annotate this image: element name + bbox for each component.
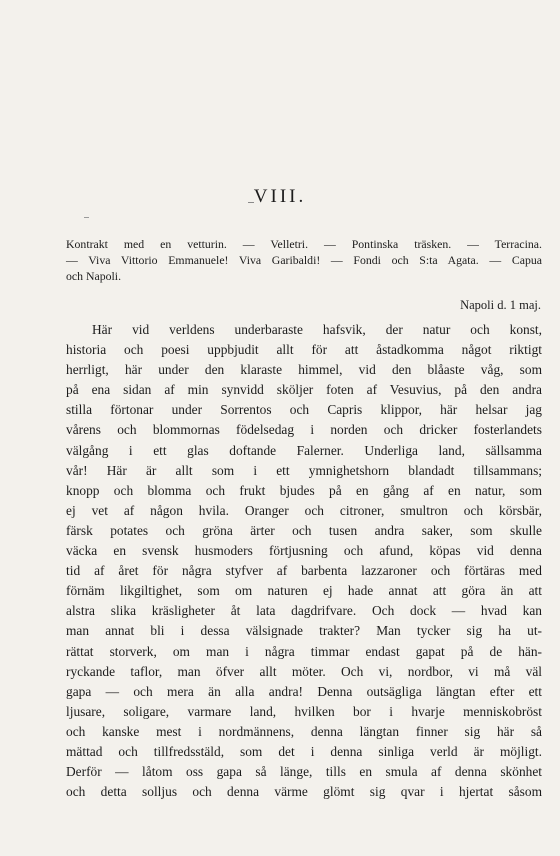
- body-line: gapa — och mera än alla andra! Denna outsägliga längtan efter ett: [66, 683, 542, 699]
- body-line: knopp och blomma och frukt bjudes på en gång af en natur, som: [66, 482, 542, 498]
- body-line: ej vet af någon hvila. Oranger och citroner, smultron och körsbär,: [66, 502, 542, 518]
- body-text: [66, 320, 542, 802]
- body-line: väcka en svensk husmoders förtjusning och afund, köpas vid denna: [66, 543, 542, 559]
- body-line: man annat bli i dessa välsignade trakter? Man tycker sig ha ut-: [66, 623, 542, 639]
- body-line: alstra slika kräsligheter åt lata dagdrifvare. Och dock — hvad kan: [66, 603, 542, 619]
- body-line: historia och poesi uppbjudit allt för att åstadkomma något riktigt: [66, 342, 542, 358]
- body-line: på ena sidan af min synvidd sköljer foten af Vesuvius, på den andra: [66, 382, 542, 398]
- body-line: välgång i ett glas doftande Falerner. Underliga land, sällsamma: [66, 442, 542, 458]
- body-line: ryckande taflor, man öfver allt möter. Och vi, nordbor, vi må väl: [66, 663, 542, 679]
- body-line: och detta solljus och denna värme glömt sig qvar i hjertat såsom: [66, 784, 542, 800]
- body-line: tid af året för några styfver af barbenta lazzaroner och förtäras med: [66, 563, 542, 579]
- body-line: Derför — låtom oss gapa så länge, tills en smula af denna skönhet: [66, 764, 542, 780]
- body-line: vårens och blommornas födelsedag i norden och dricker fosterlandets: [66, 422, 542, 438]
- chapter-summary: [66, 236, 542, 284]
- body-line: förnäm likgiltighet, som om naturen ej hade annat att göra än att: [66, 583, 542, 599]
- summary-line: Kontrakt med en vetturin. — Velletri. — Pontinska träsken. — Terracina.: [66, 237, 542, 251]
- summary-line: och Napoli.: [66, 269, 122, 283]
- body-line: ljusare, soligare, varmare land, hvilken bor i hvarje menniskobröst: [66, 703, 542, 719]
- body-line: mättad och tillfredsstäld, som det i denna sinliga verld är möjligt.: [66, 743, 542, 759]
- dateline: Napoli d. 1 maj.: [460, 298, 541, 312]
- body-line: herrligt, här under den klaraste himmel, vid den blåaste våg, som: [66, 362, 542, 378]
- chapter-heading: VIII.: [253, 186, 307, 207]
- summary-line: — Viva Vittorio Emmanuele! Viva Garibaldi! — Fondi och S:ta Agata. — Capua: [66, 253, 542, 267]
- body-line: vår! Här är allt som i ett ymnighetshorn blandadt tillsammans;: [66, 462, 542, 478]
- body-line: och kanske mest i nordmännens, denna längtan finner sig här så: [66, 723, 542, 739]
- body-line: stilla förtonar under Sorrentos och Capris klippor, här helsar jag: [66, 402, 542, 418]
- body-line: rättat storverk, om man i några timmar endast gapat på de hän-: [66, 643, 542, 659]
- page-mark-small: [84, 217, 89, 218]
- body-line: färsk potates och gröna ärter och tusen andra saker, som skulle: [66, 522, 542, 538]
- body-line: Här vid verldens underbaraste hafsvik, der natur och konst,: [92, 322, 542, 337]
